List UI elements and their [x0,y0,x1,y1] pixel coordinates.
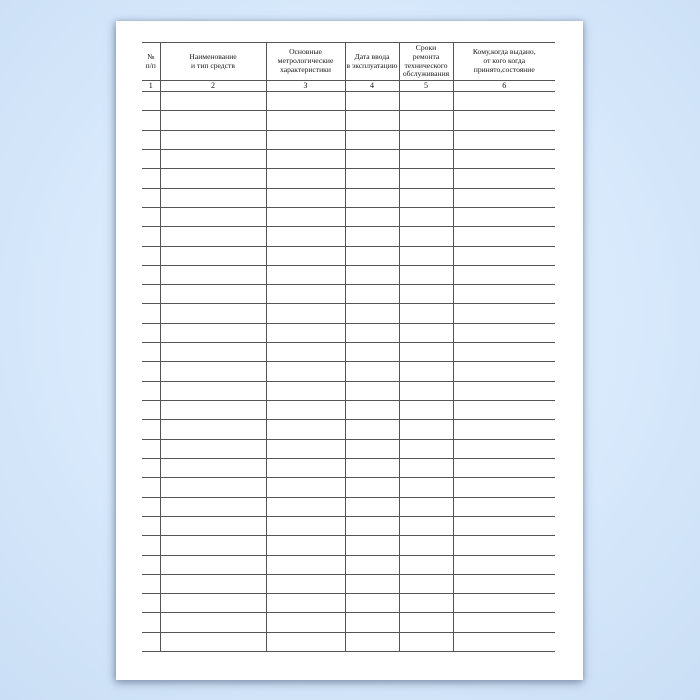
table-cell [453,536,555,555]
table-cell [453,207,555,226]
table-cell [345,613,399,632]
table-cell [160,420,266,439]
table-row [142,169,555,188]
table-cell [160,246,266,265]
table-row [142,439,555,458]
table-cell [142,92,160,111]
column-header-line: технического [404,60,448,70]
column-header-4 [345,43,399,81]
table-cell [399,304,453,323]
table-cell [399,381,453,400]
table-row [142,207,555,226]
column-header-6 [453,43,555,81]
table-cell [266,285,345,304]
table-cell [142,536,160,555]
table-cell [399,458,453,477]
table-cell [160,594,266,613]
table-cell [399,149,453,168]
column-header-line: Дата ввода [354,51,390,61]
table-cell [399,343,453,362]
table-cell [345,555,399,574]
table-cell [160,265,266,284]
table-cell [453,555,555,574]
table-cell [345,246,399,265]
table-cell [266,207,345,226]
table-row [142,323,555,342]
table-row [142,343,555,362]
column-header-3 [266,43,345,81]
table-cell [160,381,266,400]
table-cell [345,323,399,342]
table-cell [160,285,266,304]
table-cell [160,111,266,130]
table-cell [345,304,399,323]
column-header-line: принято,состояние [473,64,535,74]
table-cell [399,478,453,497]
table-cell [266,516,345,535]
table-cell [453,323,555,342]
table-cell [142,516,160,535]
table-row [142,111,555,130]
table-cell [399,246,453,265]
table-cell [160,497,266,516]
table-cell [266,227,345,246]
table-row [142,265,555,284]
table-row [142,188,555,207]
table-cell [266,265,345,284]
column-number-5: 5 [399,81,453,92]
table-cell [453,497,555,516]
column-header-line: характеристики [280,64,331,74]
table-cell [266,594,345,613]
table-cell [453,92,555,111]
table-row [142,516,555,535]
column-number-row [142,81,555,92]
table-cell [266,343,345,362]
table-row [142,555,555,574]
table-cell [160,401,266,420]
table-cell [266,246,345,265]
table-cell [399,594,453,613]
table-row [142,92,555,111]
table-cell [160,227,266,246]
table-cell [160,516,266,535]
table-cell [453,285,555,304]
table-cell [266,536,345,555]
table-cell [453,188,555,207]
table-cell [345,594,399,613]
column-number-4: 4 [345,81,399,92]
table-cell [142,362,160,381]
table-cell [453,574,555,593]
column-header-2 [160,43,266,81]
table-cell [142,574,160,593]
table-cell [399,265,453,284]
column-header-line: в эксплуатацию [346,60,398,70]
table-cell [266,497,345,516]
table-cell [266,574,345,593]
table-cell [345,188,399,207]
header-row [142,43,555,81]
table-cell [160,304,266,323]
table-row [142,401,555,420]
table-cell [399,92,453,111]
table-cell [399,401,453,420]
table-cell [453,169,555,188]
table-cell [142,285,160,304]
table-cell [399,285,453,304]
table-cell [399,516,453,535]
table-cell [399,439,453,458]
table-cell [266,111,345,130]
table-cell [399,227,453,246]
table-cell [345,536,399,555]
table-cell [266,130,345,149]
table-cell [399,188,453,207]
table-cell [453,227,555,246]
column-header-line: и тип средств [191,60,235,70]
table-cell [142,613,160,632]
table-cell [399,536,453,555]
table-row [142,478,555,497]
table-cell [345,130,399,149]
table-cell [266,401,345,420]
table-cell [160,536,266,555]
table-cell [142,594,160,613]
table-cell [453,149,555,168]
column-header-line: Наименование [189,51,237,61]
table-cell [453,632,555,651]
table-cell [345,458,399,477]
table-cell [160,555,266,574]
table-cell [345,516,399,535]
table-cell [266,478,345,497]
table-cell [142,323,160,342]
table-cell [266,188,345,207]
table-cell [453,439,555,458]
table-cell [345,478,399,497]
table-cell [160,149,266,168]
column-header-line: от кого когда [483,56,526,66]
column-header-line: Основные [289,47,322,57]
table-cell [142,188,160,207]
table-cell [142,478,160,497]
table-cell [142,401,160,420]
column-header-5 [399,43,453,81]
table-row [142,497,555,516]
table-cell [453,343,555,362]
table-cell [453,594,555,613]
table-cell [345,169,399,188]
table-cell [266,362,345,381]
table-cell [345,343,399,362]
table-cell [142,555,160,574]
table-cell [160,92,266,111]
table-cell [453,304,555,323]
table-cell [142,149,160,168]
table-cell [399,613,453,632]
register-table [142,42,555,652]
table-row [142,420,555,439]
table-cell [142,632,160,651]
table-row [142,227,555,246]
column-number-6: 6 [453,81,555,92]
table-row [142,130,555,149]
table-cell [345,362,399,381]
table-cell [345,227,399,246]
column-header-line: обслуживания [402,69,450,79]
table-cell [160,169,266,188]
column-header-line: Сроки [415,42,437,52]
table-cell [160,478,266,497]
table-cell [453,130,555,149]
table-cell [142,265,160,284]
table-cell [266,169,345,188]
table-cell [345,420,399,439]
table-cell [266,458,345,477]
table-cell [142,343,160,362]
table-cell [160,632,266,651]
table-cell [399,574,453,593]
table-cell [142,439,160,458]
table-cell [266,439,345,458]
table-cell [399,420,453,439]
table-cell [399,632,453,651]
table-cell [453,516,555,535]
table-cell [399,362,453,381]
table-cell [142,227,160,246]
table-cell [266,420,345,439]
table-row [142,362,555,381]
table-cell [266,149,345,168]
table-cell [453,458,555,477]
table-cell [345,207,399,226]
table-row [142,594,555,613]
table-cell [345,401,399,420]
table-cell [266,632,345,651]
table-cell [160,207,266,226]
table-cell [345,497,399,516]
table-cell [160,130,266,149]
table-row [142,304,555,323]
table-cell [453,381,555,400]
table-cell [453,401,555,420]
table-cell [160,343,266,362]
table-cell [399,111,453,130]
table-row [142,632,555,651]
table-cell [160,439,266,458]
table-cell [160,574,266,593]
table-cell [160,458,266,477]
column-header-line: Кому,когда выдано, [472,47,536,57]
table-cell [345,92,399,111]
table-cell [345,285,399,304]
table-cell [142,420,160,439]
table-row [142,285,555,304]
column-number-3: 3 [266,81,345,92]
table-cell [160,613,266,632]
table-cell [345,439,399,458]
table-cell [266,381,345,400]
table-cell [142,304,160,323]
table-row [142,381,555,400]
table-row [142,246,555,265]
table-cell [453,265,555,284]
column-header-line: ремонта [412,51,440,61]
column-number-2: 2 [160,81,266,92]
table-cell [142,111,160,130]
table-cell [345,632,399,651]
table-cell [142,207,160,226]
table-row [142,574,555,593]
table-cell [453,362,555,381]
table-cell [266,92,345,111]
table-cell [399,207,453,226]
table-cell [266,323,345,342]
table-cell [453,478,555,497]
table-cell [453,613,555,632]
table-cell [142,497,160,516]
table-cell [399,169,453,188]
table-cell [160,323,266,342]
table-cell [345,381,399,400]
table-cell [142,130,160,149]
table-cell [399,555,453,574]
table-cell [453,420,555,439]
table-cell [142,246,160,265]
table-cell [266,613,345,632]
table-cell [399,497,453,516]
column-header-line: п/п [145,60,156,70]
column-header-line: № [147,51,155,61]
column-header-1 [142,43,160,81]
column-header-line: метрологические [277,56,334,66]
table-cell [345,149,399,168]
table-cell [266,304,345,323]
table-cell [142,169,160,188]
table-cell [399,130,453,149]
table-row [142,458,555,477]
table-cell [345,111,399,130]
table-cell [142,458,160,477]
table-cell [453,246,555,265]
table-cell [142,381,160,400]
table-cell [266,555,345,574]
table-cell [453,111,555,130]
table-row [142,613,555,632]
column-number-1: 1 [142,81,160,92]
document-page [116,21,583,680]
table-row [142,536,555,555]
table-row [142,149,555,168]
table-cell [345,265,399,284]
table-cell [345,574,399,593]
table-cell [160,188,266,207]
table-cell [399,323,453,342]
table-cell [160,362,266,381]
